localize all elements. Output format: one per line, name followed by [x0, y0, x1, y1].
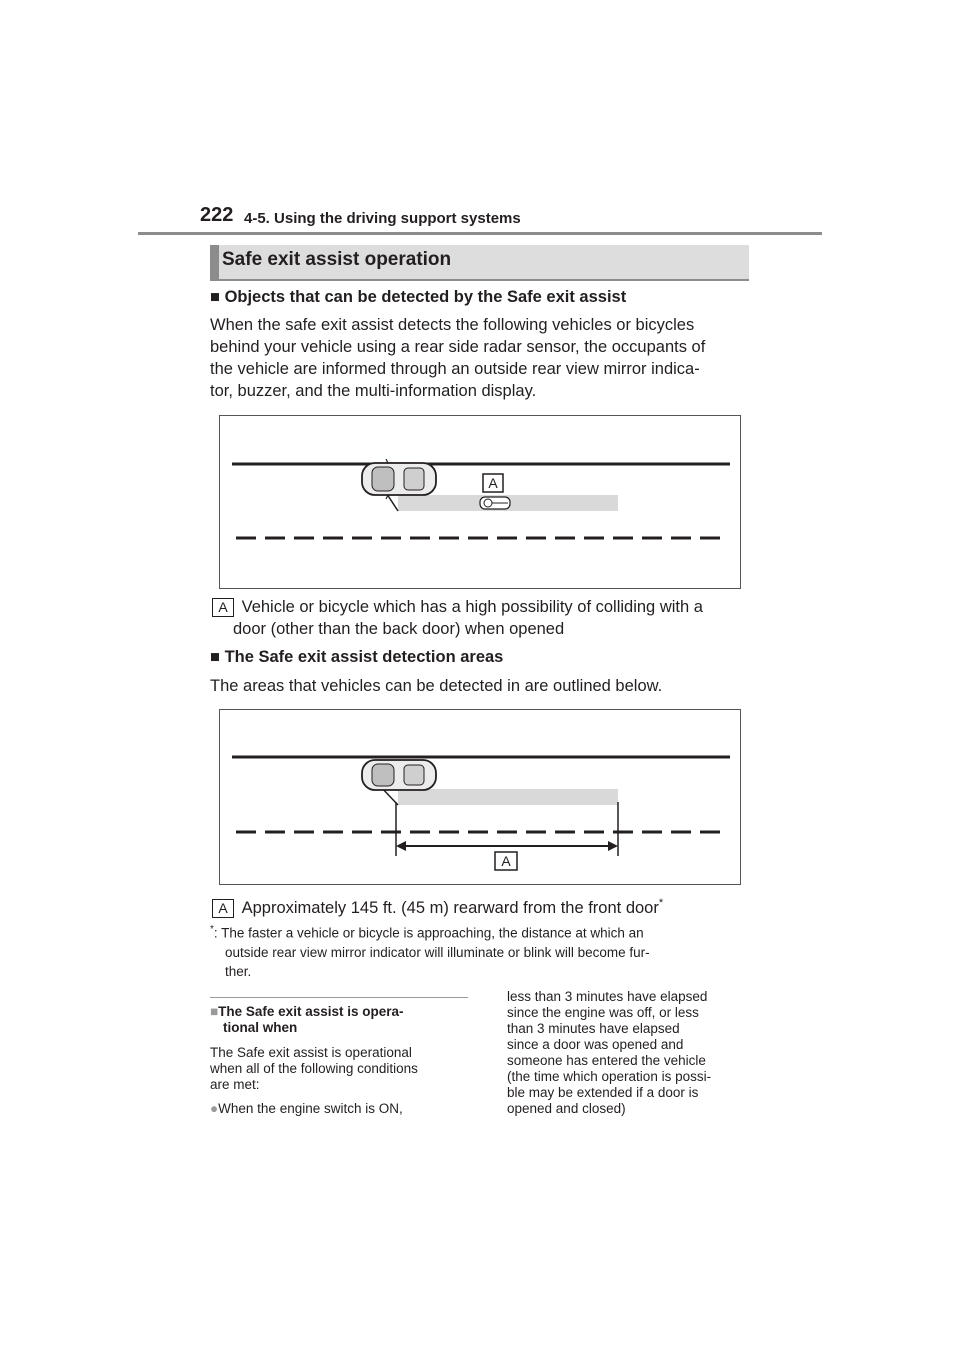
- square-bullet-icon: ■: [210, 288, 220, 306]
- info-intro: [210, 1045, 470, 1093]
- info-right-column: [507, 989, 767, 1117]
- info-intro-line: are met:: [210, 1077, 260, 1092]
- objects-heading: [210, 288, 626, 307]
- section-title: Safe exit assist operation: [222, 249, 452, 270]
- info-intro-line: The Safe exit assist is operational: [210, 1045, 412, 1060]
- section-heading-underline: [210, 279, 749, 281]
- square-bullet-icon: ■: [210, 1004, 219, 1019]
- info-continuation-line: ble may be extended if a door is: [507, 1085, 699, 1100]
- areas-heading: [210, 648, 503, 667]
- info-continuation-line: opened and closed): [507, 1101, 626, 1116]
- info-condition: [210, 1101, 470, 1117]
- circle-bullet-icon: ●: [210, 1101, 219, 1116]
- footnote-mark: *: [210, 924, 214, 935]
- car-icon: [362, 760, 436, 790]
- figure-areas-svg: [220, 710, 740, 884]
- page-number: 222: [200, 204, 234, 226]
- footnote-line: ther.: [225, 963, 252, 979]
- figure-label: A: [501, 853, 511, 869]
- info-intro-line: when all of the following conditions: [210, 1061, 418, 1076]
- info-heading-line: tional when: [223, 1020, 298, 1035]
- arrow-right-icon: [608, 841, 618, 851]
- legend-label-badge: A: [212, 598, 234, 617]
- info-continuation-line: less than 3 minutes have elapsed: [507, 989, 708, 1004]
- objects-body: [210, 314, 770, 402]
- info-continuation-line: than 3 minutes have elapsed: [507, 1021, 680, 1036]
- square-bullet-icon: ■: [210, 648, 220, 666]
- info-continuation-line: (the time which operation is possi-: [507, 1069, 712, 1084]
- legend-text: Vehicle or bicycle which has a high possibility of colliding with a: [241, 598, 703, 616]
- footnote: [210, 920, 770, 981]
- areas-body: The areas that vehicles can be detected in are outlined below.: [210, 677, 663, 695]
- legend-text-continued: door (other than the back door) when opened: [233, 620, 565, 638]
- footnote-line: : The faster a vehicle or bicycle is approaching, the distance at which an: [213, 925, 644, 941]
- body-line: behind your vehicle using a rear side radar sensor, the occupants of: [210, 338, 706, 356]
- info-left-column: [210, 1004, 470, 1117]
- detection-zone: [398, 789, 618, 805]
- info-continuation-line: since a door was opened and: [507, 1037, 684, 1052]
- objects-heading-text: Objects that can be detected by the Safe exit assist: [224, 288, 627, 306]
- body-line: tor, buzzer, and the multi-information display.: [210, 382, 537, 400]
- footnote-reference: *: [658, 897, 664, 909]
- figure-objects-detected: [219, 415, 741, 589]
- info-continuation-line: since the engine was off, or less: [507, 1005, 699, 1020]
- info-heading: [210, 1004, 470, 1020]
- figure-label: A: [488, 475, 498, 491]
- legend-label-badge: A: [212, 899, 234, 918]
- info-continuation-line: someone has entered the vehicle: [507, 1053, 706, 1068]
- header-rule: [138, 232, 822, 235]
- car-icon: [362, 459, 436, 499]
- motorcycle-icon: [480, 497, 510, 509]
- body-line: the vehicle are informed through an outside rear view mirror indica-: [210, 360, 700, 378]
- info-column-rule: [210, 997, 468, 998]
- footnote-line: outside rear view mirror indicator will illuminate or blink will become fur-: [225, 944, 650, 960]
- arrow-left-icon: [396, 841, 406, 851]
- info-condition-text: When the engine switch is ON,: [218, 1101, 403, 1116]
- objects-legend: [212, 596, 772, 640]
- chapter-section-path: 4-5. Using the driving support systems: [244, 210, 521, 227]
- legend-text: Approximately 145 ft. (45 m) rearward from the front door: [241, 898, 659, 917]
- areas-legend: [212, 892, 772, 919]
- info-heading-line: The Safe exit assist is opera-: [218, 1004, 404, 1019]
- body-line: When the safe exit assist detects the following vehicles or bicycles: [210, 316, 695, 334]
- figure-objects-svg: [220, 416, 740, 588]
- areas-heading-text: The Safe exit assist detection areas: [224, 648, 504, 666]
- figure-detection-areas: [219, 709, 741, 885]
